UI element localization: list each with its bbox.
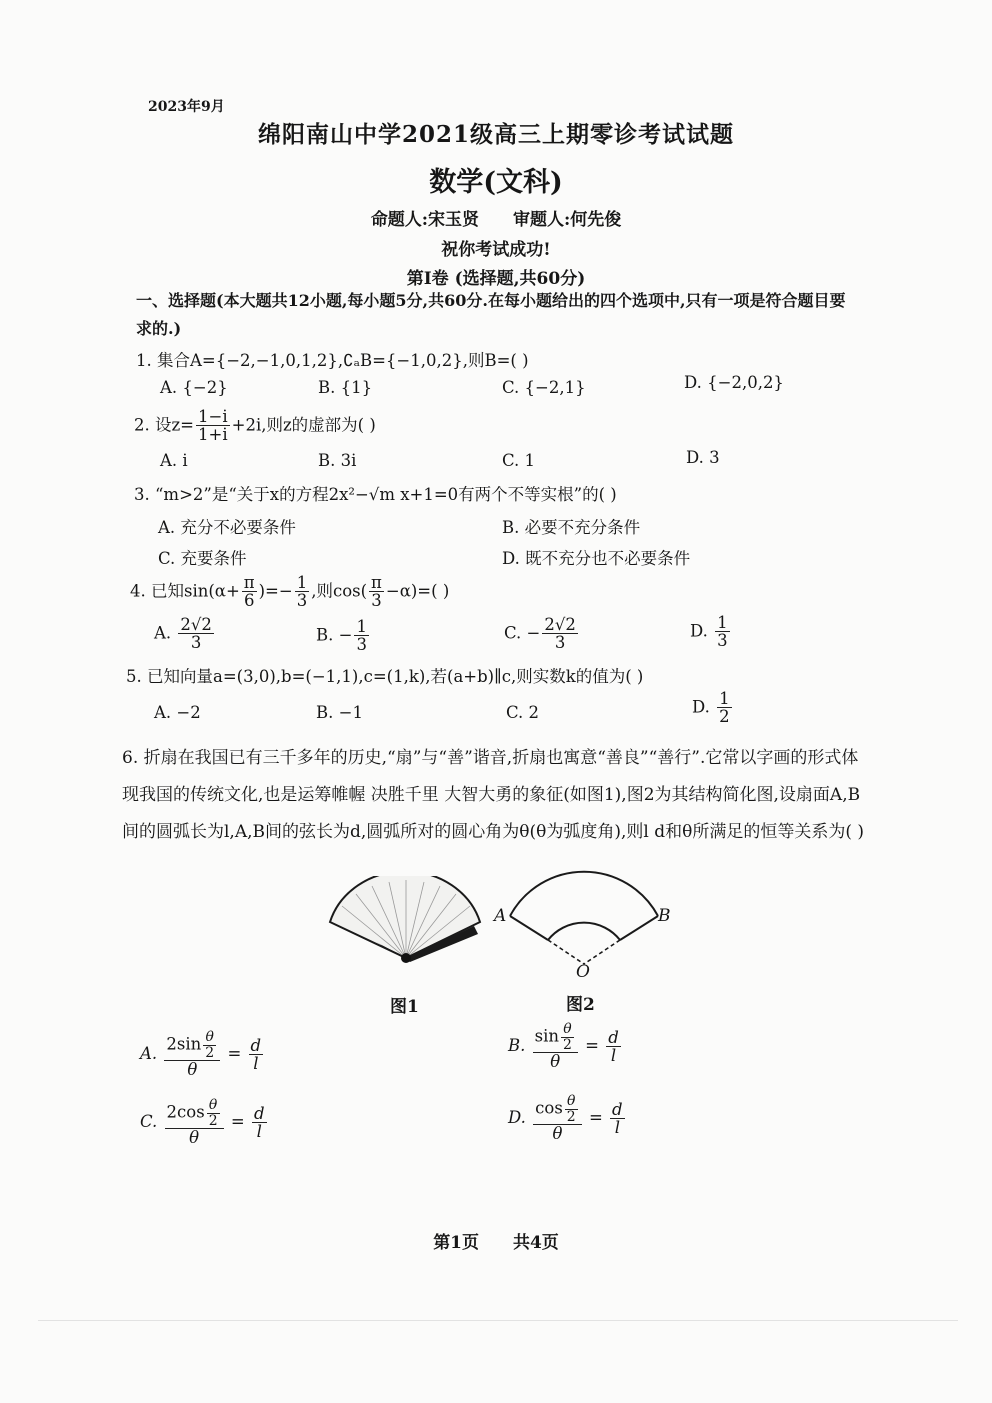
point-b-label: B — [658, 906, 671, 926]
exam-date: 2023年9月 — [148, 99, 225, 115]
point-a-label: A — [494, 906, 507, 926]
q1-option-c: C. {−2,1} — [502, 378, 586, 397]
q6-option-b: B. sin $\frac{\theta}{2}$ θ = $\frac{d}{l}$ — [508, 1021, 619, 1072]
q6-option-a: A. 2sin $\frac{\theta}{2}$ θ = $\frac{d}{l}$ — [140, 1029, 262, 1080]
q5-option-d: D. $\frac{1}{2}$ — [692, 689, 730, 727]
q3-option-b: B. 必要不充分条件 — [502, 518, 641, 537]
q4-option-a: A. $\frac{2√2}{3}$ — [154, 615, 212, 653]
fan-figure-1 — [326, 876, 486, 966]
part-title: 第Ⅰ卷 (选择题,共60分) — [406, 269, 586, 289]
section-title: 一、选择题(本大题共12小题,每小题5分,共60分.在每小题给出的四个选项中,只有一项是符合题目要求的.) — [136, 291, 846, 338]
q2-option-b: B. 3i — [318, 451, 357, 470]
q2-option-a: A. i — [160, 451, 188, 470]
question-1-stem: 1. 集合A={−2,−1,0,1,2},∁ₐB={−1,0,2},则B=( ) — [136, 351, 529, 370]
q2-fraction: $\frac{1-i}{1+i}$ — [198, 407, 228, 445]
q4-option-c: C. − $\frac{2√2}{3}$ — [504, 615, 576, 653]
figure-2-caption: 图2 — [566, 995, 595, 1015]
q3-option-c: C. 充要条件 — [158, 549, 247, 568]
exam-subject: 数学(文科) — [429, 167, 563, 198]
page-total: 共4页 — [512, 1233, 559, 1253]
q3-option-a: A. 充分不必要条件 — [158, 518, 296, 537]
question-2-stem: 2. 设z= $\frac{1-i}{1+i}$ +2i,则z的虚部为( ) — [134, 407, 376, 445]
q1-option-d: D. {−2,0,2} — [684, 373, 784, 392]
q5-option-a: A. −2 — [154, 703, 201, 722]
q5-option-c: C. 2 — [506, 703, 540, 722]
question-3-stem: 3. “m>2”是“关于x的方程2x²−√m x+1=0有两个不等实根”的( ) — [134, 485, 617, 504]
page-number: 第1页 — [433, 1233, 480, 1253]
q1-option-a: A. {−2} — [160, 378, 228, 397]
question-6-stem: 6. 折扇在我国已有三千多年的历史,“扇”与“善”谐音,折扇也寓意“善良”“善行”.它常以字画的形式体现我国的传统文化,也是运筹帷幄 决胜千里 大智大勇的象征(如图1),图2为其结构简化图,设扇面A,B间的圆弧长为l,A,B间的弦长为d,圆弧所对的圆心角为θ(θ为弧度角),则l d和θ所满足的恒等关系为( ) — [122, 748, 865, 842]
reviewer: 审题人:何先俊 — [512, 210, 622, 230]
q3-option-d: D. 既不充分也不必要条件 — [502, 549, 691, 568]
exam-wish: 祝你考试成功! — [441, 240, 551, 260]
question-5-stem: 5. 已知向量a=(3,0),b=(−1,1),c=(1,k),若(a+b)∥c,则实数k的值为( ) — [126, 667, 644, 686]
page-footer — [0, 1228, 992, 1253]
q5-option-b: B. −1 — [316, 703, 363, 722]
q6-option-c: C. 2cos $\frac{\theta}{2}$ θ = $\frac{d}{l}$ — [140, 1097, 265, 1148]
q2-option-d: D. 3 — [686, 448, 720, 467]
q1-option-b: B. {1} — [318, 378, 373, 397]
q4-option-b: B. − $\frac{1}{3}$ — [316, 617, 367, 655]
q2-option-c: C. 1 — [502, 451, 536, 470]
question-4-stem: 4. 已知sin(α+ $\frac{\pi}{6}$ )=− $\frac{1}{3}$ ,则cos( $\frac{\pi}{3}$ −α)=( ) — [130, 573, 450, 611]
exam-title: 绵阳南山中学2021级高三上期零诊考试试题 — [257, 121, 734, 148]
setter: 命题人:宋玉贤 — [370, 210, 480, 230]
q6-option-d: D. cos $\frac{\theta}{2}$ θ = $\frac{d}{l}$ — [508, 1093, 623, 1144]
figure-1-caption: 图1 — [390, 997, 419, 1017]
point-o-label: O — [576, 962, 590, 982]
q4-option-d: D. $\frac{1}{3}$ — [690, 613, 728, 651]
exam-authors — [0, 205, 992, 230]
scan-edge — [38, 1320, 958, 1329]
